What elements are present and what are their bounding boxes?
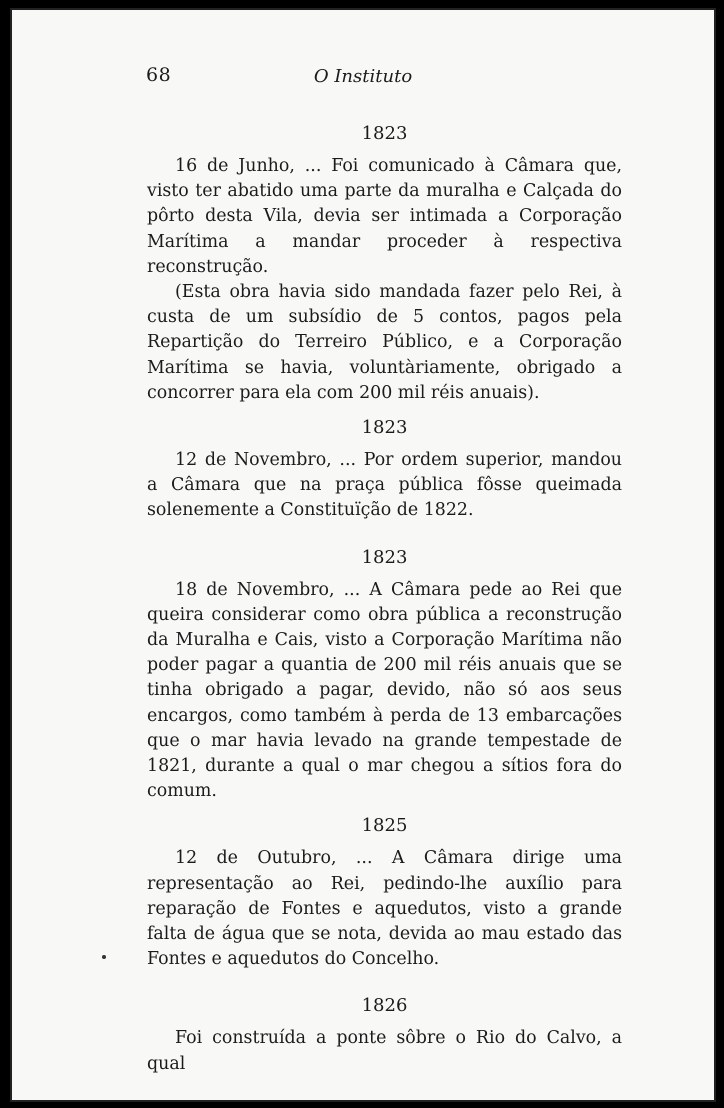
entry-paragraph: Foi construída a ponte sôbre o Rio do Calvo, a qual <box>147 1028 622 1074</box>
section-year: 1823 <box>361 417 408 439</box>
section-year: 1826 <box>361 995 408 1017</box>
running-title: O Instituto <box>313 66 413 87</box>
page-number: 68 <box>146 64 172 86</box>
ink-speck <box>102 955 106 959</box>
page-header <box>12 64 714 94</box>
section-year: 1823 <box>361 123 408 144</box>
section-year: 1825 <box>361 815 408 837</box>
page-body <box>147 122 622 1077</box>
entry-paragraph: 16 de Junho, ... Foi comunicado à Câmara que, visto ter abatido uma parte da muralha e Calçada do pôrto desta Vila, devia ser intimada a Corporação Marítima a mandar proceder à respectiva reconstrução. <box>147 156 622 277</box>
entry-paragraph: (Esta obra havia sido mandada fazer pelo Rei, à custa de um subsídio de 5 contos, pagos pela Repartição do Terreiro Público, e a Corporação Marítima se havia, voluntàriamente, obrigado a concorrer para ela com 200 mil réis anuais). <box>147 282 622 403</box>
entry-paragraph: 12 de Novembro, ... Por ordem superior, mandou a Câmara que na praça pública fôsse queimada solenemente a Constituïção de 1822. <box>147 450 622 521</box>
book-page <box>10 8 716 1102</box>
entry-paragraph: 12 de Outubro, ... A Câmara dirige uma representação ao Rei, pedindo-lhe auxílio para reparação de Fontes e aquedutos, visto a grande falta de água que se nota, devida ao mau estado das Fontes e aquedutos do Concelho. <box>147 848 622 970</box>
entry-paragraph: 18 de Novembro, ... A Câmara pede ao Rei que queira considerar como obra pública a reconstrução da Muralha e Cais, visto a Corporação Marítima não poder pagar a quantia de 200 mil réis anuais que se tinha obrigado a pagar, devido, não só aos seus encargos, como também à perda de 13 embarcações que o mar havia levado na grande tempestade de 1821, durante a qual o mar chegou a sítios fora do comum. <box>147 579 622 802</box>
section-year: 1823 <box>361 546 408 568</box>
